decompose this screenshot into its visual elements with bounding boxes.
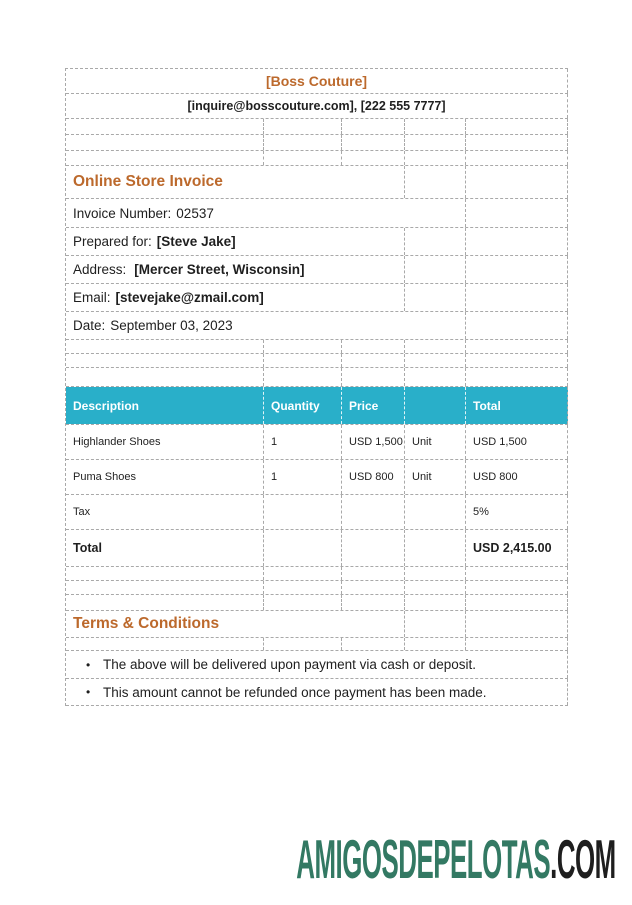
header-price: Price bbox=[342, 387, 405, 424]
grid-spacer-row bbox=[66, 340, 568, 354]
total-cell: USD 1,500 bbox=[466, 425, 568, 459]
empty-cell bbox=[405, 581, 466, 594]
empty-cell bbox=[342, 368, 405, 386]
empty-cell bbox=[264, 595, 342, 610]
terms-item-row bbox=[66, 651, 568, 679]
header-total: Total bbox=[466, 387, 568, 424]
terms-item-row bbox=[66, 679, 568, 706]
empty-cell bbox=[466, 151, 568, 165]
invoice-title: Online Store Invoice bbox=[66, 166, 405, 198]
empty-cell bbox=[466, 166, 568, 198]
empty-cell bbox=[66, 151, 264, 165]
empty-cell bbox=[342, 135, 405, 150]
header-blank bbox=[405, 387, 466, 424]
watermark-tld: .COM bbox=[550, 828, 616, 890]
empty-cell bbox=[405, 135, 466, 150]
header-description: Description bbox=[66, 387, 264, 424]
empty-cell bbox=[466, 638, 568, 650]
empty-cell bbox=[66, 119, 264, 134]
empty-cell bbox=[342, 151, 405, 165]
date-row bbox=[66, 312, 568, 340]
empty-cell bbox=[405, 595, 466, 610]
total-row bbox=[66, 530, 568, 567]
empty-cell bbox=[264, 638, 342, 650]
terms-title-row bbox=[66, 611, 568, 638]
description-cell: Puma Shoes bbox=[66, 460, 264, 494]
description-cell: Highlander Shoes bbox=[66, 425, 264, 459]
email-field bbox=[66, 284, 405, 311]
terms-item-text: The above will be delivered upon payment via cash or deposit. bbox=[103, 657, 476, 672]
empty-cell bbox=[66, 567, 264, 580]
invoice-number-field bbox=[66, 199, 466, 227]
empty-cell bbox=[405, 368, 466, 386]
tax-label: Tax bbox=[66, 495, 264, 529]
empty-cell bbox=[405, 228, 466, 255]
invoice-document bbox=[65, 68, 568, 706]
empty-cell bbox=[264, 340, 342, 353]
email-label: Email: bbox=[73, 290, 111, 305]
empty-cell bbox=[466, 284, 568, 311]
empty-cell bbox=[264, 119, 342, 134]
grid-spacer-row bbox=[66, 135, 568, 151]
empty-cell bbox=[466, 368, 568, 386]
unit-cell: Unit bbox=[405, 425, 466, 459]
empty-cell bbox=[342, 340, 405, 353]
empty-cell bbox=[405, 340, 466, 353]
invoice-number-row bbox=[66, 199, 568, 228]
empty-cell bbox=[264, 354, 342, 367]
address-label: Address: bbox=[73, 262, 127, 277]
empty-cell bbox=[405, 151, 466, 165]
empty-cell bbox=[342, 119, 405, 134]
invoice-number-label: Invoice Number: bbox=[73, 205, 172, 221]
empty-cell bbox=[342, 495, 405, 529]
empty-cell bbox=[66, 368, 264, 386]
empty-cell bbox=[66, 595, 264, 610]
date-value: September 03, 2023 bbox=[110, 318, 233, 333]
contact-row bbox=[66, 94, 568, 119]
empty-cell bbox=[466, 228, 568, 255]
terms-item bbox=[66, 679, 568, 705]
empty-cell bbox=[466, 581, 568, 594]
empty-cell bbox=[405, 495, 466, 529]
empty-cell bbox=[342, 354, 405, 367]
empty-cell bbox=[466, 340, 568, 353]
empty-cell bbox=[342, 567, 405, 580]
table-row bbox=[66, 460, 568, 495]
empty-cell bbox=[264, 368, 342, 386]
email-row bbox=[66, 284, 568, 312]
empty-cell bbox=[405, 611, 466, 637]
empty-cell bbox=[405, 166, 466, 198]
address-field bbox=[66, 256, 405, 283]
bullet-icon: • bbox=[86, 657, 91, 672]
invoice-number-value: 02537 bbox=[176, 205, 214, 221]
empty-cell bbox=[405, 638, 466, 650]
price-cell: USD 1,500 bbox=[342, 425, 405, 459]
date-field bbox=[66, 312, 466, 339]
empty-cell bbox=[466, 354, 568, 367]
empty-cell bbox=[466, 119, 568, 134]
empty-cell bbox=[342, 530, 405, 566]
prepared-for-value: [Steve Jake] bbox=[156, 234, 236, 249]
empty-cell bbox=[66, 638, 264, 650]
empty-cell bbox=[405, 256, 466, 283]
empty-cell bbox=[466, 595, 568, 610]
items-table-header-row bbox=[66, 387, 568, 425]
empty-cell bbox=[264, 495, 342, 529]
empty-cell bbox=[405, 567, 466, 580]
empty-cell bbox=[466, 312, 568, 339]
grid-spacer-row bbox=[66, 581, 568, 595]
empty-cell bbox=[264, 135, 342, 150]
company-name-row bbox=[66, 69, 568, 94]
quantity-cell: 1 bbox=[264, 460, 342, 494]
grid-spacer-row bbox=[66, 368, 568, 387]
terms-item-text: This amount cannot be refunded once payment has been made. bbox=[103, 684, 487, 700]
empty-cell bbox=[264, 567, 342, 580]
empty-cell bbox=[342, 595, 405, 610]
terms-item bbox=[66, 651, 568, 678]
empty-cell bbox=[405, 354, 466, 367]
total-label: Total bbox=[66, 530, 264, 566]
email-value: [stevejake@zmail.com] bbox=[115, 290, 264, 305]
empty-cell bbox=[405, 284, 466, 311]
quantity-cell: 1 bbox=[264, 425, 342, 459]
contact-line: [inquire@bosscouture.com], [222 555 7777] bbox=[66, 94, 568, 118]
grid-spacer-row bbox=[66, 354, 568, 368]
empty-cell bbox=[66, 340, 264, 353]
empty-cell bbox=[466, 199, 568, 227]
address-row bbox=[66, 256, 568, 284]
grid-spacer-row bbox=[66, 567, 568, 581]
empty-cell bbox=[66, 354, 264, 367]
watermark-brand: AMIGOSDEPELOTAS bbox=[296, 828, 551, 890]
grid-spacer-row bbox=[66, 119, 568, 135]
prepared-for-row bbox=[66, 228, 568, 256]
grand-total-value: USD 2,415.00 bbox=[466, 530, 568, 566]
table-row bbox=[66, 425, 568, 460]
empty-cell bbox=[66, 135, 264, 150]
bullet-icon: • bbox=[86, 685, 91, 699]
empty-cell bbox=[264, 151, 342, 165]
empty-cell bbox=[264, 581, 342, 594]
address-value: [Mercer Street, Wisconsin] bbox=[134, 262, 305, 277]
empty-cell bbox=[466, 567, 568, 580]
empty-cell bbox=[466, 256, 568, 283]
empty-cell bbox=[405, 530, 466, 566]
empty-cell bbox=[466, 611, 568, 637]
empty-cell bbox=[264, 530, 342, 566]
empty-cell bbox=[466, 135, 568, 150]
empty-cell bbox=[405, 119, 466, 134]
empty-cell bbox=[66, 581, 264, 594]
empty-cell bbox=[342, 638, 405, 650]
price-cell: USD 800 bbox=[342, 460, 405, 494]
grid-spacer-row bbox=[66, 638, 568, 651]
prepared-for-label: Prepared for: bbox=[73, 234, 152, 249]
grid-spacer-row bbox=[66, 151, 568, 166]
invoice-title-row bbox=[66, 166, 568, 199]
tax-row bbox=[66, 495, 568, 530]
total-cell: USD 800 bbox=[466, 460, 568, 494]
company-name: [Boss Couture] bbox=[66, 69, 568, 93]
terms-title: Terms & Conditions bbox=[66, 611, 405, 637]
prepared-for-field bbox=[66, 228, 405, 255]
unit-cell: Unit bbox=[405, 460, 466, 494]
grid-spacer-row bbox=[66, 595, 568, 611]
site-watermark bbox=[296, 828, 616, 890]
tax-value: 5% bbox=[466, 495, 568, 529]
empty-cell bbox=[342, 581, 405, 594]
date-label: Date: bbox=[73, 318, 106, 333]
header-quantity: Quantity bbox=[264, 387, 342, 424]
